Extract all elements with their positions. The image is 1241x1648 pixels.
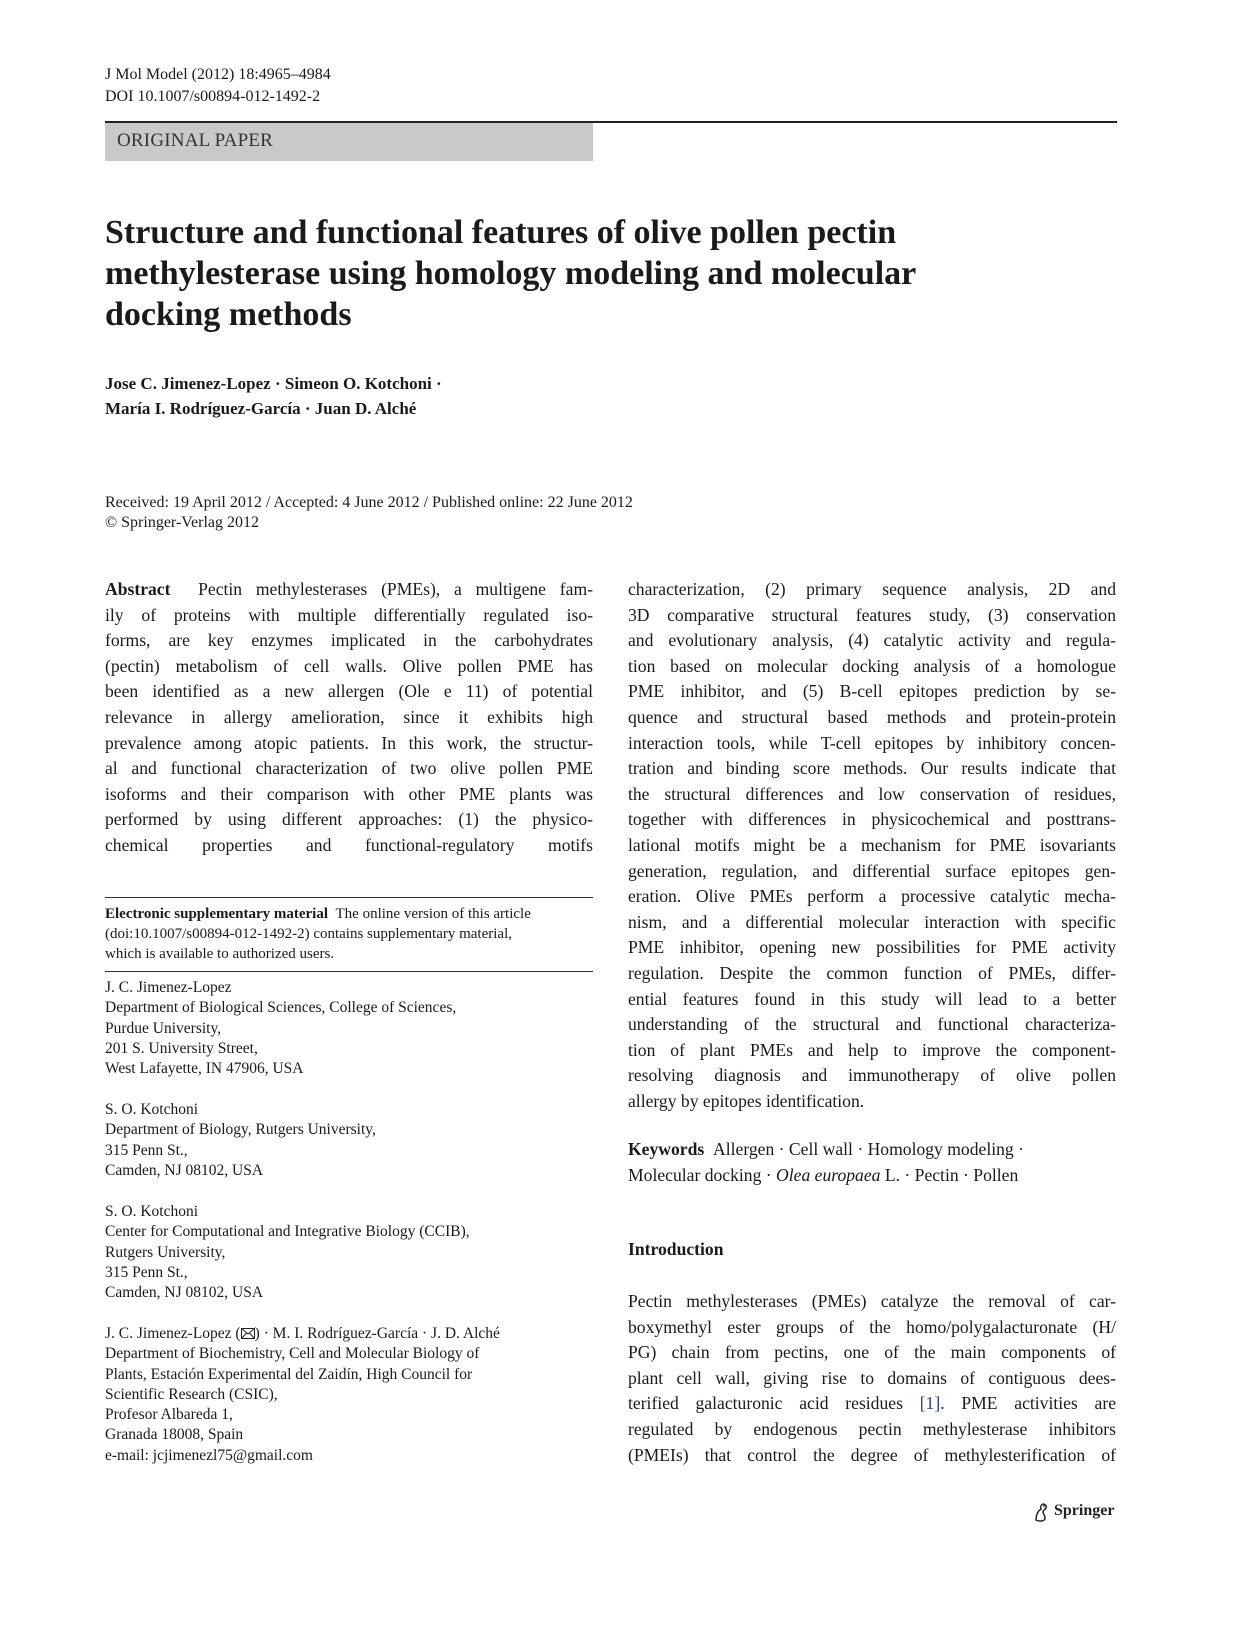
- keywords-label: Keywords: [628, 1139, 705, 1159]
- abstract-line: prevalence among atopic patients. In this work, the structur-: [105, 732, 593, 753]
- affiliation-line: J. C. Jimenez-Lopez ( ) · M. I. Rodríguez-García · J. D. Alché: [105, 1325, 500, 1342]
- title-line: Structure and functional features of olive pollen pectin: [105, 214, 897, 251]
- abstract-line: chemical properties and functional-regulatory motifs: [105, 834, 593, 855]
- author-line: María I. Rodríguez-García · Juan D. Alché: [105, 399, 417, 418]
- affiliation-line: Profesor Albareda 1,: [105, 1406, 233, 1424]
- affiliation-line: S. O. Kotchoni: [105, 1101, 198, 1118]
- affiliation-line: 315 Penn St.,: [105, 1263, 188, 1281]
- affiliation-line: Department of Biochemistry, Cell and Molecular Biology of: [105, 1345, 480, 1363]
- affiliation-line: Center for Computational and Integrative Biology (CCIB),: [105, 1223, 470, 1241]
- intro-line: boxymethyl ester groups of the homo/polygalacturonate (H/: [628, 1316, 1116, 1337]
- supplementary-rule-bottom: [105, 971, 593, 972]
- abstract-line: been identified as a new allergen (Ole e 11) of potential: [105, 681, 593, 702]
- abstract-line: resolving diagnosis and immunotherapy of olive pollen: [628, 1065, 1116, 1086]
- abstract-line: regulation. Despite the common function of PMEs, differ-: [628, 962, 1116, 983]
- title-line: docking methods: [105, 296, 352, 333]
- abstract-line: characterization, (2) primary sequence analysis, 2D and: [628, 579, 1116, 599]
- abstract-line: ily of proteins with multiple differentially regulated iso-: [105, 604, 593, 625]
- abstract-left-column: [105, 577, 593, 859]
- intro-line: PG) chain from pectins, one of the main components of: [628, 1342, 1116, 1363]
- intro-line: (PMEIs) that control the degree of methylesterification of: [628, 1444, 1116, 1465]
- history-line: Received: 19 April 2012 / Accepted: 4 June 2012 / Published online: 22 June 2012: [105, 494, 633, 511]
- affiliation-line: Department of Biology, Rutgers University,: [105, 1121, 376, 1139]
- abstract-line: understanding of the structural and functional characteriza-: [628, 1014, 1116, 1035]
- email-line[interactable]: e-mail: jcjimenezl75@gmail.com: [105, 1446, 313, 1464]
- abstract-line: forms, are key enzymes implicated in the carbohydrates: [105, 630, 593, 651]
- abstract-line: eration. Olive PMEs perform a processive catalytic mecha-: [628, 886, 1116, 907]
- abstract-line: generation, regulation, and differential surface epitopes gen-: [628, 860, 1116, 881]
- introduction-text: [628, 1289, 1116, 1468]
- section-label: ORIGINAL PAPER: [117, 130, 274, 151]
- abstract-line: relevance in allergy amelioration, since it exhibits high: [105, 706, 593, 727]
- affiliation-line: Purdue University,: [105, 1019, 222, 1037]
- affiliation-line: Granada 18008, Spain: [105, 1426, 244, 1444]
- abstract-line: tion based on molecular docking analysis of a homologue: [628, 655, 1116, 676]
- affiliation-line: West Lafayette, IN 47906, USA: [105, 1060, 304, 1078]
- affiliation-line: 201 S. University Street,: [105, 1039, 258, 1057]
- springer-horse-icon: [1032, 1502, 1050, 1522]
- abstract-line: (pectin) metabolism of cell walls. Olive pollen PME has: [105, 655, 593, 676]
- intro-line: Pectin methylesterases (PMEs) catalyze the removal of car-: [628, 1291, 1116, 1311]
- abstract-line: lational motifs might be a mechanism for PME isovariants: [628, 834, 1116, 855]
- abstract-line: 3D comparative structural features study, (3) conservation: [628, 604, 1116, 625]
- affiliation-line: Camden, NJ 08102, USA: [105, 1161, 264, 1179]
- affiliation-block: [105, 978, 456, 1079]
- affiliation-line: Camden, NJ 08102, USA: [105, 1284, 264, 1302]
- abstract-label: Abstract: [105, 579, 171, 599]
- copyright-line: © Springer-Verlag 2012: [105, 514, 260, 531]
- journal-reference: J Mol Model (2012) 18:4965–4984: [105, 66, 331, 83]
- title-line: methylesterase using homology modeling and molecular: [105, 255, 917, 292]
- abstract-line: tration and binding score methods. Our results indicate that: [628, 758, 1116, 779]
- abstract-right-column: [628, 577, 1116, 1114]
- affiliation-line: S. O. Kotchoni: [105, 1203, 198, 1220]
- author-list: [105, 371, 442, 421]
- abstract-line: ential features found in this study will lead to a better: [628, 988, 1116, 1009]
- abstract-line: PME inhibitor, and (5) B-cell epitopes prediction by se-: [628, 681, 1116, 702]
- intro-line: plant cell wall, giving rise to domains of contiguous dees-: [628, 1367, 1116, 1388]
- affiliation-line: Scientific Research (CSIC),: [105, 1385, 278, 1403]
- abstract-line: quence and structural based methods and protein-protein: [628, 706, 1116, 727]
- intro-line: regulated by endogenous pectin methylesterase inhibitors: [628, 1418, 1116, 1439]
- affiliation-line: Plants, Estación Experimental del Zaidín, High Council for: [105, 1365, 473, 1383]
- affiliation-line: Rutgers University,: [105, 1243, 226, 1261]
- abstract-line: interaction tools, while T-cell epitopes by inhibitory concen-: [628, 732, 1116, 753]
- affiliation-block: [105, 1202, 470, 1303]
- abstract-line: performed by using different approaches: (1) the physico-: [105, 809, 593, 830]
- supplementary-note: [105, 904, 593, 964]
- abstract-line: and evolutionary analysis, (4) catalytic activity and regula-: [628, 630, 1116, 651]
- abstract-line: PME inhibitor, opening new possibilities for PME activity: [628, 937, 1116, 958]
- doi[interactable]: DOI 10.1007/s00894-012-1492-2: [105, 88, 321, 105]
- affiliation-line: 315 Penn St.,: [105, 1141, 188, 1159]
- publisher-name: Springer: [1054, 1502, 1115, 1519]
- abstract-line: the structural differences and low conservation of residues,: [628, 783, 1116, 804]
- keywords-line: Molecular docking · Olea europaea L. · Pectin · Pollen: [628, 1164, 1019, 1185]
- introduction-heading: Introduction: [628, 1239, 724, 1259]
- keywords-line: Keywords Allergen · Cell wall · Homology modeling ·: [628, 1139, 1024, 1159]
- supplementary-rule-top: [105, 897, 593, 898]
- publication-dates: [105, 493, 633, 533]
- envelope-icon: [241, 1328, 255, 1339]
- affiliation-block: [105, 1324, 500, 1466]
- paper-title: [105, 212, 1005, 335]
- affiliation-line: Department of Biological Sciences, College of Sciences,: [105, 999, 457, 1017]
- abstract-line: nism, and a differential molecular interaction with specific: [628, 911, 1116, 932]
- citation-link[interactable]: [1]: [919, 1393, 941, 1414]
- abstract-line: together with differences in physicochemical and posttrans-: [628, 809, 1116, 830]
- intro-line: terified galacturonic acid residues [1]. PME activities are: [628, 1393, 1116, 1414]
- author-line: Jose C. Jimenez-Lopez · Simeon O. Kotchoni ·: [105, 374, 442, 393]
- supplementary-label: Electronic supplementary material: [105, 906, 329, 922]
- abstract-line: tion of plant PMEs and help to improve the component-: [628, 1039, 1116, 1060]
- abstract-line: allergy by epitopes identification.: [628, 1090, 865, 1111]
- affiliation-block: [105, 1100, 376, 1181]
- abstract-line: Abstract Pectin methylesterases (PMEs), a multigene fam-: [105, 579, 593, 599]
- abstract-line: isoforms and their comparison with other PME plants was: [105, 783, 593, 804]
- affiliation-line: J. C. Jimenez-Lopez: [105, 979, 232, 996]
- abstract-line: al and functional characterization of two olive pollen PME: [105, 758, 593, 779]
- supplementary-line: (doi:10.1007/s00894-012-1492-2) contains supplementary material,: [105, 926, 512, 942]
- supplementary-line: Electronic supplementary material The online version of this article: [105, 906, 531, 922]
- supplementary-line: which is available to authorized users.: [105, 946, 335, 962]
- section-badge: [105, 123, 593, 161]
- keywords: [628, 1137, 1116, 1188]
